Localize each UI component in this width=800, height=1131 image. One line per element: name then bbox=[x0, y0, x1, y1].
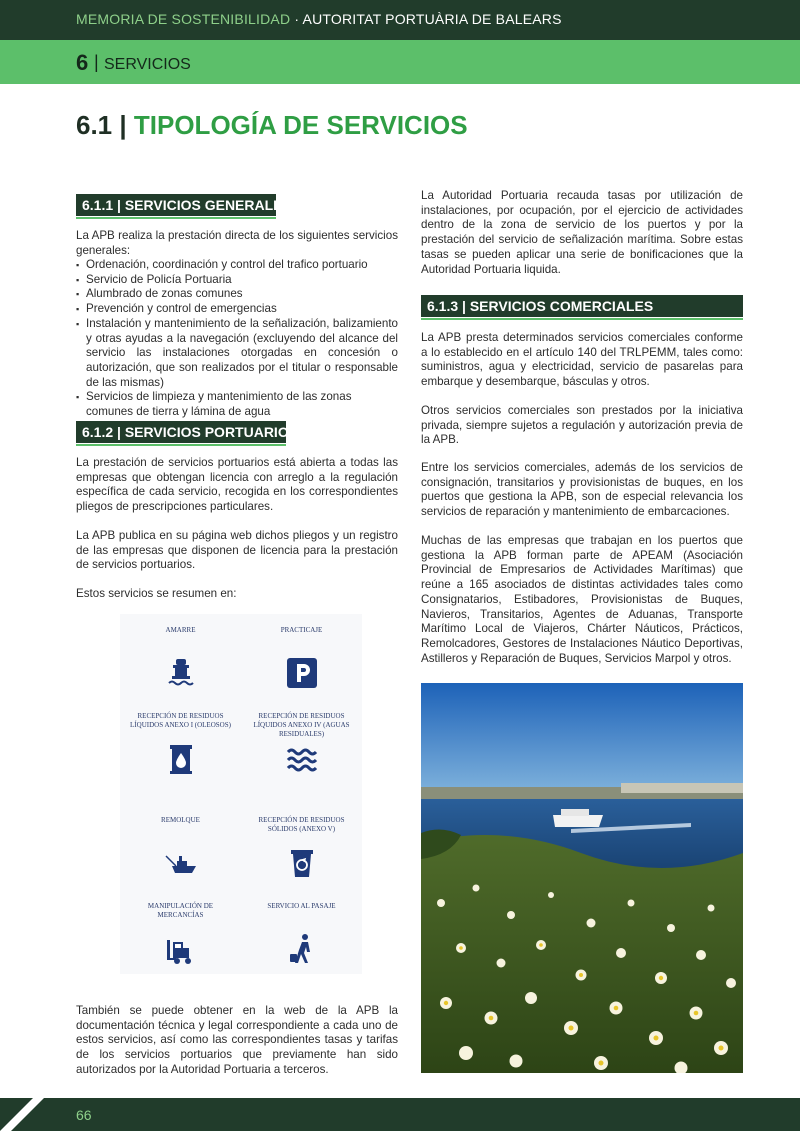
parking-p-icon bbox=[285, 656, 319, 690]
list-item: ▪ Servicios de limpieza y mantenimiento de las zonas comunes de tierra y lámina de agua bbox=[76, 390, 398, 419]
service-label: MANIPULACIÓN DE MERCANCÍAS bbox=[147, 902, 214, 919]
running-header-text bbox=[76, 11, 562, 27]
portuarios-paragraph-1: La prestación de servicios portuarios está abierta a todas las empresas que obtengan licencia con arreglo a la regulación específica de cada servicio, recogida en los correspondientes pliegos de prescripciones particulares. bbox=[76, 456, 398, 514]
service-manipulacion-mercancias bbox=[120, 902, 241, 966]
service-label: PRACTICAJE bbox=[280, 626, 323, 634]
comerciales-paragraph-3: Entre los servicios comerciales, además de los servicios de consignación, transitarios y provisionistas de buques, en los puertos que gestiona la APB, son de especial relevancia los servicios de reparación y mantenimiento de embarcaciones. bbox=[421, 461, 743, 519]
service-label: SERVICIO AL PASAJE bbox=[267, 902, 336, 910]
service-remolque bbox=[120, 816, 241, 880]
tasas-paragraph: La Autoridad Portuaria recauda tasas por utilización de instalaciones, por ocupación, por el ejercicio de actividades dentro de la zona de servicio de los puertos y por la prestación del servicio de señalización marítima. Sobre estas tasas se pueden aplicar una serie de bonificaciones que la Autoridad Portuaria liquida. bbox=[421, 189, 743, 276]
list-item: ▪ Prevención y control de emergencias bbox=[76, 302, 398, 317]
footer-decoration bbox=[0, 1098, 44, 1131]
subheading-servicios-generales: 6.1.1 | SERVICIOS GENERALES bbox=[76, 194, 276, 216]
service-practicaje bbox=[241, 626, 362, 690]
service-pasaje bbox=[241, 902, 362, 966]
tugboat-icon bbox=[164, 846, 198, 880]
page-title-number: 6.1 | bbox=[76, 110, 127, 140]
page-title bbox=[76, 110, 468, 141]
portuarios-paragraph-2: La APB publica en su página web dichos pliegos y un registro de las empresas que disponen de licencia para la prestación de servicios portuarios. bbox=[76, 529, 398, 572]
page-title-text: TIPOLOGÍA DE SERVICIOS bbox=[133, 110, 468, 140]
section-divider: | bbox=[94, 52, 99, 72]
page-number: 66 bbox=[76, 1107, 92, 1123]
list-item: ▪ Alumbrado de zonas comunes bbox=[76, 287, 398, 302]
running-header bbox=[0, 0, 800, 40]
subheading-servicios-comerciales: 6.1.3 | SERVICIOS COMERCIALES bbox=[421, 295, 743, 317]
service-label: RECEPCIÓN DE RESIDUOS LÍQUIDOS ANEXO I (OLEOSOS) bbox=[130, 712, 231, 729]
service-residuos-aguas-residuales bbox=[241, 712, 362, 776]
service-residuos-solidos bbox=[241, 816, 362, 880]
page-footer bbox=[0, 1098, 800, 1131]
organization-name: AUTORITAT PORTUÀRIA DE BALEARS bbox=[302, 11, 562, 27]
subheading-servicios-portuarios: 6.1.2 | SERVICIOS PORTUARIOS bbox=[76, 421, 286, 443]
section-bar bbox=[0, 40, 800, 84]
service-residuos-liquidos-oleosos bbox=[120, 712, 241, 776]
mooring-icon bbox=[164, 656, 198, 690]
header-separator: · bbox=[290, 11, 303, 27]
port-services-infographic bbox=[120, 614, 362, 974]
service-label: RECEPCIÓN DE RESIDUOS LÍQUIDOS ANEXO IV (AGUAS RESIDUALES) bbox=[253, 712, 350, 738]
service-amarre bbox=[120, 626, 241, 690]
coast-ferry-illustration bbox=[421, 683, 743, 1073]
forklift-icon bbox=[164, 932, 198, 966]
recycle-bin-icon bbox=[285, 846, 319, 880]
service-label: AMARRE bbox=[165, 626, 196, 634]
portuarios-paragraph-3: Estos servicios se resumen en: bbox=[76, 587, 237, 600]
generales-intro: La APB realiza la prestación directa de los siguientes servicios generales: bbox=[76, 229, 398, 257]
comerciales-paragraph-4: Muchas de las empresas que trabajan en los puertos que gestiona la APB forman parte de APEAM (Asociación Provincial de Empresarios de Actividades Marítimas) que reúne a 165 asociados de distintas actividades tales como Consignatarios, Estibadores, Provisionistas de Buques, Navieros, Transitarios, Agentes de Aduanas, Transporte Marítimo Local de Viajeros, Chárter Náuticos, Prácticos, Remolcadores, Gestores de Instalaciones Náutico Deportivas, Astilleros y Reparación de Buques, Servicios Marpol y otros. bbox=[421, 534, 743, 665]
section-name: SERVICIOS bbox=[104, 56, 191, 73]
water-waves-icon bbox=[285, 742, 319, 776]
port-coast-photo bbox=[421, 683, 743, 1073]
report-name: MEMORIA DE SOSTENIBILIDAD bbox=[76, 11, 291, 27]
list-item: ▪ Instalación y mantenimiento de la señalización, balizamiento y otras ayudas a la navegación (excluyendo del alcance del servicio las instalaciones otorgadas en concesión o autorización, que son realizados por el titular o responsable de las mismas) bbox=[76, 317, 398, 391]
list-item: ▪ Ordenación, coordinación y control del trafico portuario bbox=[76, 258, 398, 273]
section-number: 6 bbox=[76, 50, 89, 75]
oil-waste-icon bbox=[164, 742, 198, 776]
comerciales-paragraph-1: La APB presta determinados servicios comerciales conforme a lo establecido en el artículo 140 del TRLPEMM, tales como: suministros, agua y electricidad, servicio de pasarelas para embarque y desembarque, básculas y otros. bbox=[421, 331, 743, 389]
comerciales-paragraph-2: Otros servicios comerciales son prestados por la iniciativa privada, siempre sujetos a regulación y autorización previa de la APB. bbox=[421, 404, 743, 447]
service-label: REMOLQUE bbox=[161, 816, 200, 824]
list-item: ▪ Servicio de Policía Portuaria bbox=[76, 273, 398, 288]
portuarios-paragraph-4: También se puede obtener en la web de la APB la documentación técnica y legal correspondiente a cada uno de estos servicios, así como las correspondientes tasas y tarifas de los servicios portuarios que previamente han sido autorizados por la Autoridad Portuaria a terceros. bbox=[76, 1004, 398, 1076]
service-label: RECEPCIÓN DE RESIDUOS SÓLIDOS (ANEXO V) bbox=[258, 816, 345, 833]
generales-list bbox=[76, 258, 398, 420]
passenger-luggage-icon bbox=[285, 932, 319, 966]
